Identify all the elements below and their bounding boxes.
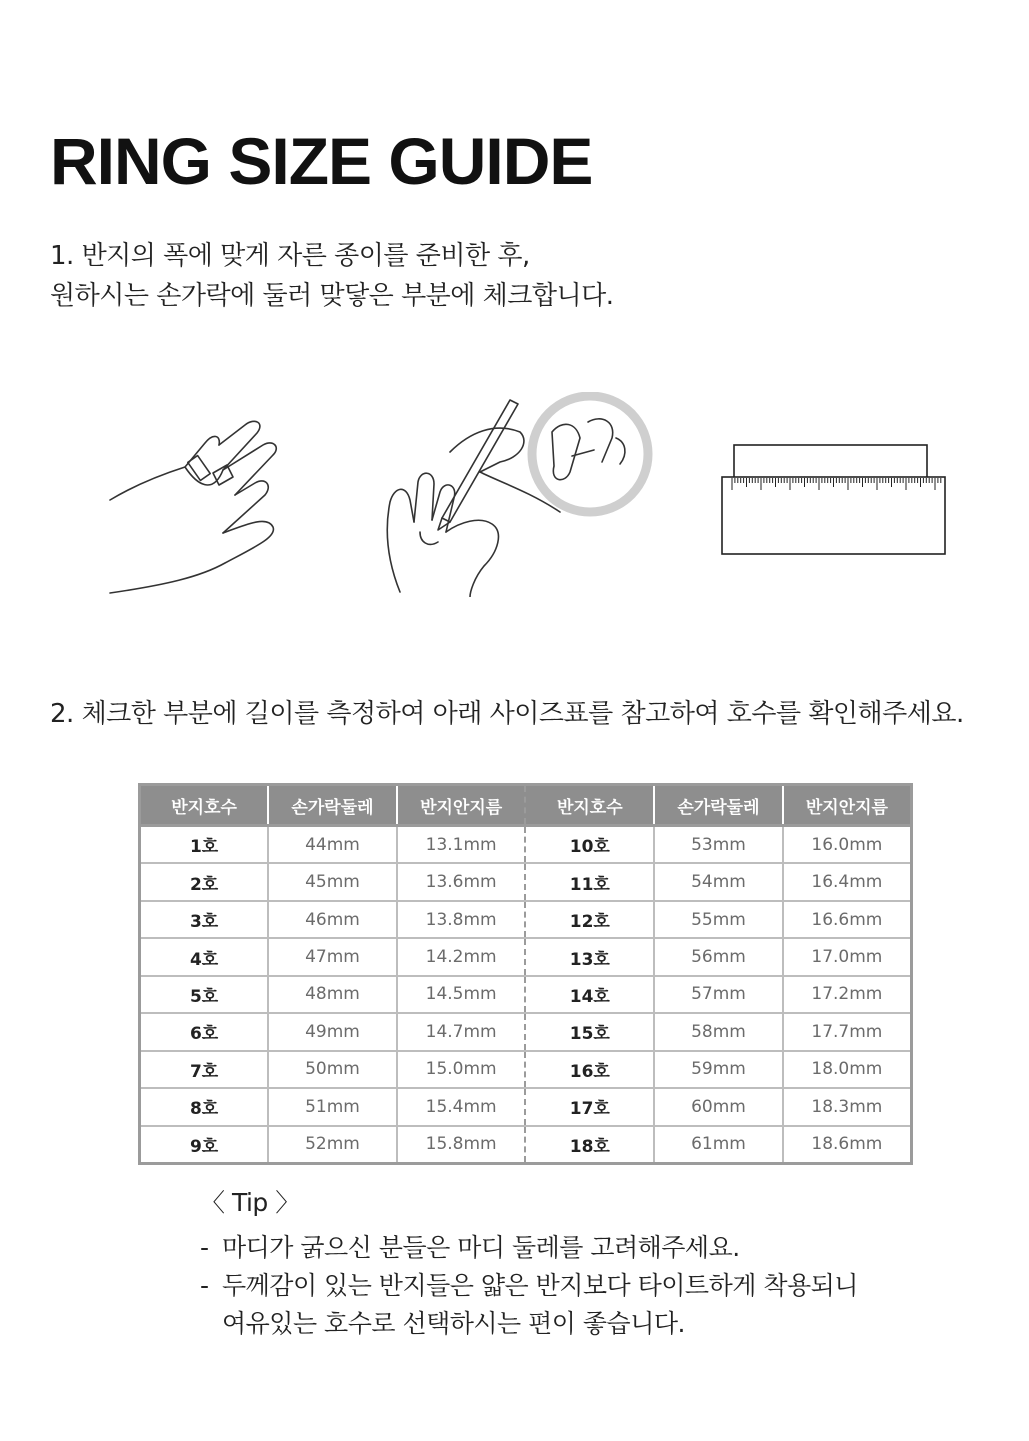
table-row [140,1051,912,1088]
table-cell: 13호 [525,938,654,975]
table-cell: 17.7mm [783,1013,912,1050]
step-1-line-1: 1. 반지의 폭에 맞게 자른 종이를 준비한 후, [50,241,530,271]
table-cell: 46mm [268,901,397,938]
table-cell: 56mm [654,938,783,975]
table-row [140,863,912,900]
table-cell: 3호 [140,901,269,938]
table-cell: 16.6mm [783,901,912,938]
tip-text: 여유있는 호수로 선택하시는 편이 좋습니다. [222,1309,685,1338]
page-title: RING SIZE GUIDE [50,124,593,198]
step-1-line-2: 원하시는 손가락에 둘러 맞닿은 부분에 체크합니다. [50,281,614,311]
table-cell: 14.5mm [397,976,526,1013]
table-cell: 11호 [525,863,654,900]
table-cell: 17호 [525,1088,654,1125]
header-inner-diameter: 반지안지름 [783,785,912,826]
table-cell: 47mm [268,938,397,975]
table-cell: 48mm [268,976,397,1013]
table-row [140,901,912,938]
table-cell: 2호 [140,863,269,900]
table-cell: 18.3mm [783,1088,912,1125]
table-cell: 13.6mm [397,863,526,900]
table-cell: 18.6mm [783,1126,912,1164]
table-cell: 6호 [140,1013,269,1050]
table-cell: 9호 [140,1126,269,1164]
table-cell: 13.1mm [397,826,526,864]
step-1-instructions [50,236,614,316]
tip-title: 〈 Tip 〉 [200,1188,300,1217]
table-cell: 1호 [140,826,269,864]
table-cell: 60mm [654,1088,783,1125]
table-header-row [140,785,912,826]
table-cell: 13.8mm [397,901,526,938]
table-cell: 44mm [268,826,397,864]
hand-with-paper-strip-icon [105,405,285,600]
table-cell: 14.2mm [397,938,526,975]
table-cell: 15.0mm [397,1051,526,1088]
header-inner-diameter: 반지안지름 [397,785,526,826]
table-cell: 15호 [525,1013,654,1050]
table-cell: 15.4mm [397,1088,526,1125]
table-cell: 52mm [268,1126,397,1164]
table-row [140,826,912,864]
table-row [140,1088,912,1125]
ring-size-table [138,783,913,1165]
table-cell: 15.8mm [397,1126,526,1164]
table-cell: 16.4mm [783,863,912,900]
table-cell: 18.0mm [783,1051,912,1088]
header-ring-size: 반지호수 [525,785,654,826]
tip-dash: - [200,1233,209,1262]
table-cell: 17.2mm [783,976,912,1013]
step-2-instructions: 2. 체크한 부분에 길이를 측정하여 아래 사이즈표를 참고하여 호수를 확인해주세요. [50,699,964,729]
tip-text: 두께감이 있는 반지들은 얇은 반지보다 타이트하게 착용되니 [222,1271,858,1300]
table-cell: 54mm [654,863,783,900]
header-finger-circumference: 손가락둘레 [268,785,397,826]
table-cell: 16호 [525,1051,654,1088]
table-row [140,1013,912,1050]
tip-section [200,1183,858,1343]
table-cell: 14.7mm [397,1013,526,1050]
pen-marking-finger-icon [380,392,660,597]
table-cell: 59mm [654,1051,783,1088]
tip-item [200,1229,858,1267]
table-cell: 18호 [525,1126,654,1164]
table-cell: 5호 [140,976,269,1013]
table-cell: 50mm [268,1051,397,1088]
table-cell: 53mm [654,826,783,864]
table-cell: 51mm [268,1088,397,1125]
table-cell: 17.0mm [783,938,912,975]
table-cell: 7호 [140,1051,269,1088]
table-cell: 12호 [525,901,654,938]
table-cell: 8호 [140,1088,269,1125]
table-cell: 4호 [140,938,269,975]
tip-text: 마디가 굵으신 분들은 마디 둘레를 고려해주세요. [222,1233,740,1262]
table-cell: 16.0mm [783,826,912,864]
table-cell: 55mm [654,901,783,938]
table-cell: 45mm [268,863,397,900]
table-cell: 61mm [654,1126,783,1164]
table-cell: 57mm [654,976,783,1013]
header-ring-size: 반지호수 [140,785,269,826]
ruler-icon [718,442,950,560]
tip-item [200,1267,858,1343]
tip-dash: - [200,1271,209,1300]
table-row [140,938,912,975]
table-cell: 10호 [525,826,654,864]
table-cell: 49mm [268,1013,397,1050]
table-row [140,976,912,1013]
table-row [140,1126,912,1164]
table-cell: 14호 [525,976,654,1013]
header-finger-circumference: 손가락둘레 [654,785,783,826]
table-cell: 58mm [654,1013,783,1050]
